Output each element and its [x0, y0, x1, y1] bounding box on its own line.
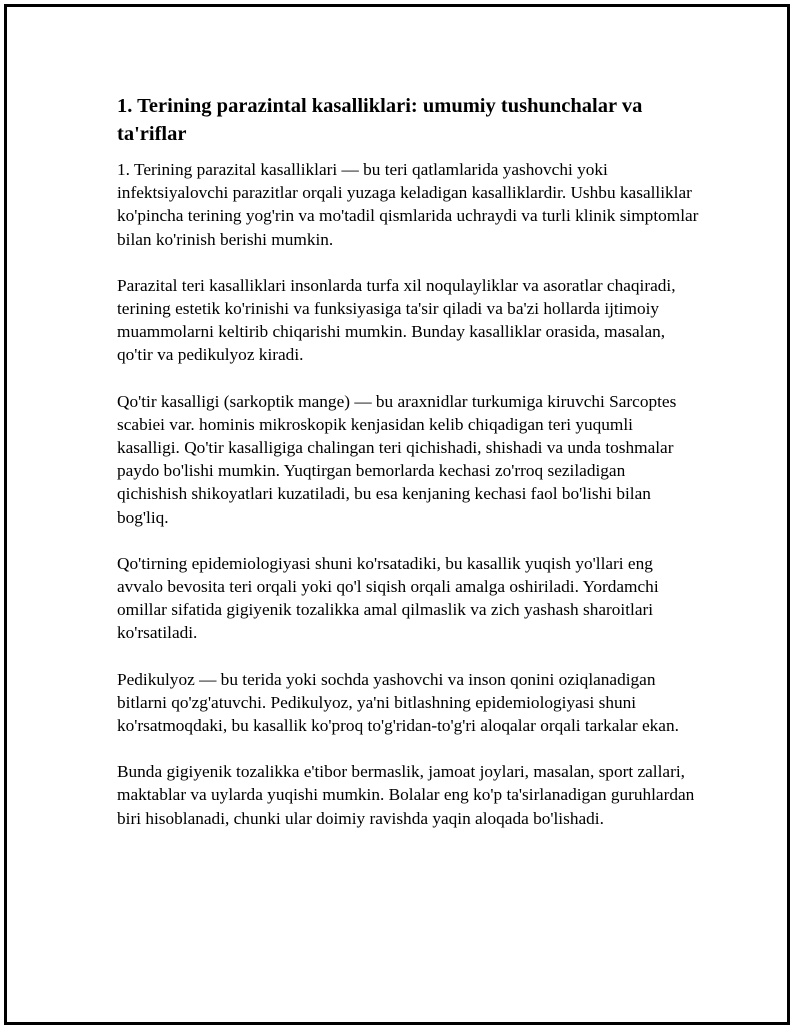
paragraph-5: Pedikulyoz — bu terida yoki sochda yashovchi va inson qonini oziqlanadigan bitlarni qo'zg'atuvchi. Pedikulyoz, ya'ni bitlashning epidemiologiyasi shuni ko'rsatmoqdaki, bu kasallik ko'proq to'g'ridan-to'g'ri aloqalar orqali tarkalar ekan.: [117, 669, 679, 736]
paragraph-4: Qo'tirning epidemiologiyasi shuni ko'rsatadiki, bu kasallik yuqish yo'llari eng avvalo bevosita teri orqali yoki qo'l siqish orqali amalga oshiriladi. Yordamchi omillar sifatida gigiyenik tozalikka amal qilmaslik va zich yashash sharoitlari ko'rsatiladi.: [117, 553, 659, 643]
paragraph-3: Qo'tir kasalligi (sarkoptik mange) — bu araxnidlar turkumiga kiruvchi Sarcoptes scabiei var. hominis mikroskopik kenjasidan kelib chiqadigan teri yuqumli kasalligi. Qo'tir kasalligiga chalingan teri qichishadi, shishadi va unda toshmalar paydo bo'lishi mumkin. Yuqtirgan bemorlarda kechasi zo'rroq seziladigan qichishish shikoyatlari kuzatiladi, bu esa kenjaning kechasi faol bo'lishi bilan bog'liq.: [117, 391, 677, 527]
paragraph-2: Parazital teri kasalliklari insonlarda turfa xil noqulayliklar va asoratlar chaqiradi, terining estetik ko'rinishi va funksiyasiga ta'sir qiladi va ba'zi hollarda ijtimoiy muammolarni keltirib chiqarishi mumkin. Bunday kasalliklar orasida, masalan, qo'tir va pedikulyoz kiradi.: [117, 275, 676, 365]
paragraph-6: Bunda gigiyenik tozalikka e'tibor bermaslik, jamoat joylari, masalan, sport zallari, maktablar va uylarda yuqishi mumkin. Bolalar eng ko'p ta'sirlanadigan guruhlardan biri hisoblanadi, chunki ular doimiy ravishda yaqin aloqada bo'lishadi.: [117, 762, 695, 828]
section-heading: 1. Terining parazintal kasalliklari: umumiy tushunchalar va ta'riflar: [117, 95, 643, 145]
paragraph-1: 1. Terining parazital kasalliklari — bu teri qatlamlarida yashovchi yoki infektsiyalovchi parazitlar orqali yuzaga keladigan kasalliklardir. Ushbu kasalliklar ko'pincha terining yog'rin va mo'tadil qismlarida uchraydi va turli klinik simptomlar bilan ko'rinish berishi mumkin.: [117, 160, 699, 249]
document-body: [117, 92, 699, 853]
